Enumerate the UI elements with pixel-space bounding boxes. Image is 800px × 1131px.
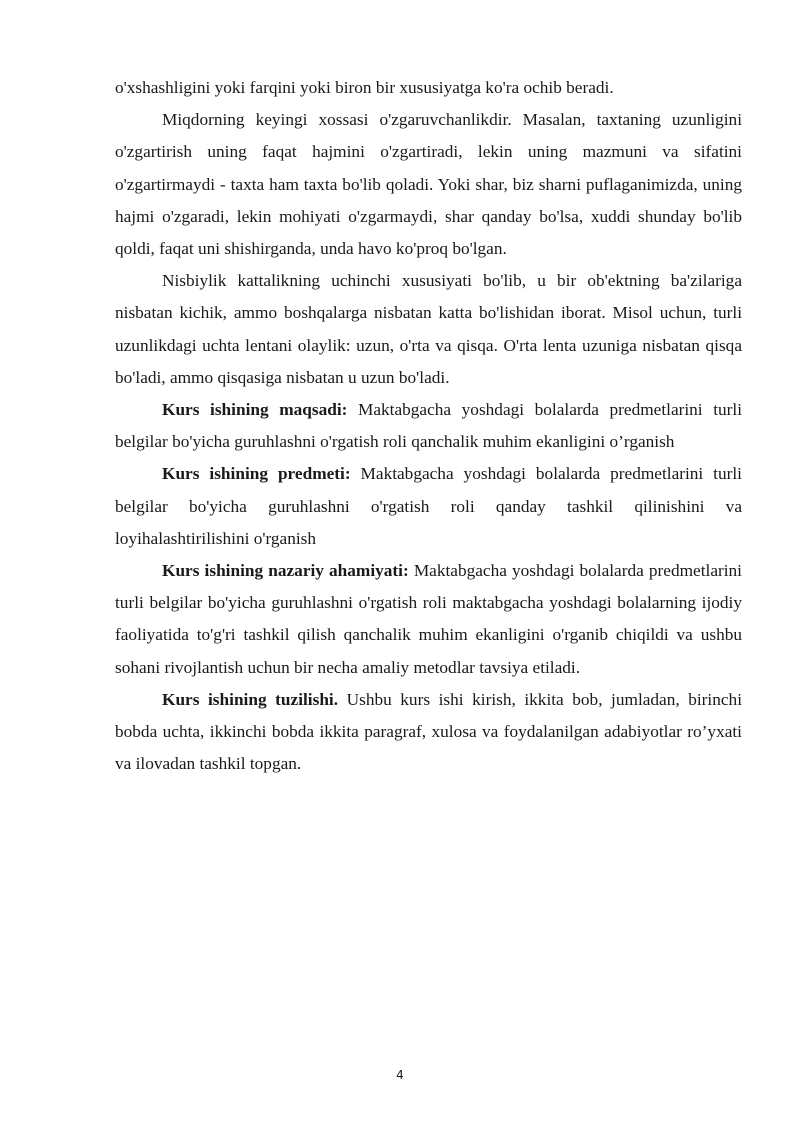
page-body: [115, 72, 742, 780]
paragraph-text: Maktabgacha yoshdagi bolalarda predmetlarini turli belgilar bo'yicha guruhlashni o'rgatish roli maktabgacha yoshdagi bolalarning ijodiy faoliyatida to'g'ri tashkil qilish qanchalik muhim ekanligini o'rganib chiqildi va ushbu sohani rivojlantish uchun bir necha amaliy metodlar tavsiya etiladi.: [115, 561, 742, 677]
paragraph-goal: [115, 394, 742, 458]
paragraph-relativity: [115, 265, 742, 394]
paragraph-lead: Kurs ishining tuzilishi.: [162, 689, 339, 709]
paragraph-continuation: [115, 72, 742, 104]
paragraph-text: Ushbu kurs ishi kirish, ikkita bob, jumladan, birinchi bobda uchta, ikkinchi bobda ikkita paragraf, xulosa va foydalanilgan adabiyotlar ro’yxati va ilovadan tashkil topgan.: [115, 689, 742, 774]
paragraph-text: Nisbiylik kattalikning uchinchi xususiyati bo'lib, u bir ob'ektning ba'zilariga nisbatan kichik, ammo boshqalarga nisbatan katta bo'lishidan iborat. Misol uchun, turli uzunlikdagi uchta lentani olaylik: uzun, o'rta va qisqa. O'rta lenta uzuniga nisbatan qisqa bo'ladi, ammo qisqasiga nisbatan u uzun bo'ladi.: [115, 271, 742, 387]
paragraph-subject: [115, 458, 742, 555]
paragraph-significance: [115, 555, 742, 684]
paragraph-text: o'xshashligini yoki farqini yoki biron bir xususiyatga ko'ra ochib beradi.: [115, 78, 614, 97]
paragraph-lead: Kurs ishining maqsadi:: [162, 400, 348, 420]
paragraph-variability: [115, 104, 742, 265]
paragraph-text: Maktabgacha yoshdagi bolalarda predmetlarini turli belgilar bo'yicha guruhlashni o'rgatish roli qanchalik muhim ekanligini o’rganish: [115, 400, 742, 452]
paragraph-text: Miqdorning keyingi xossasi o'zgaruvchanlikdir. Masalan, taxtaning uzunligini o'zgartirish uning faqat hajmini o'zgartiradi, lekin uning mazmuni va sifatini o'zgartirmaydi - taxta ham taxta bo'lib qoladi. Yoki shar, biz sharni puflaganimizda, uning hajmi o'zgaradi, lekin mohiyati o'zgarmaydi, shar qanday bo'lsa, xuddi shunday bo'lib qoldi, faqat uni shishirganda, unda havo ko'proq bo'lgan.: [115, 110, 742, 259]
paragraph-lead: Kurs ishining nazariy ahamiyati:: [162, 561, 409, 581]
page-number: 4: [396, 1068, 404, 1082]
paragraph-text: Maktabgacha yoshdagi bolalarda predmetlarini turli belgilar bo'yicha guruhlashni o'rgatish roli qanday tashkil qilinishini va loyihalashtirilishini o'rganish: [115, 464, 742, 548]
paragraph-lead: Kurs ishining predmeti:: [162, 464, 351, 484]
paragraph-structure: [115, 684, 742, 781]
